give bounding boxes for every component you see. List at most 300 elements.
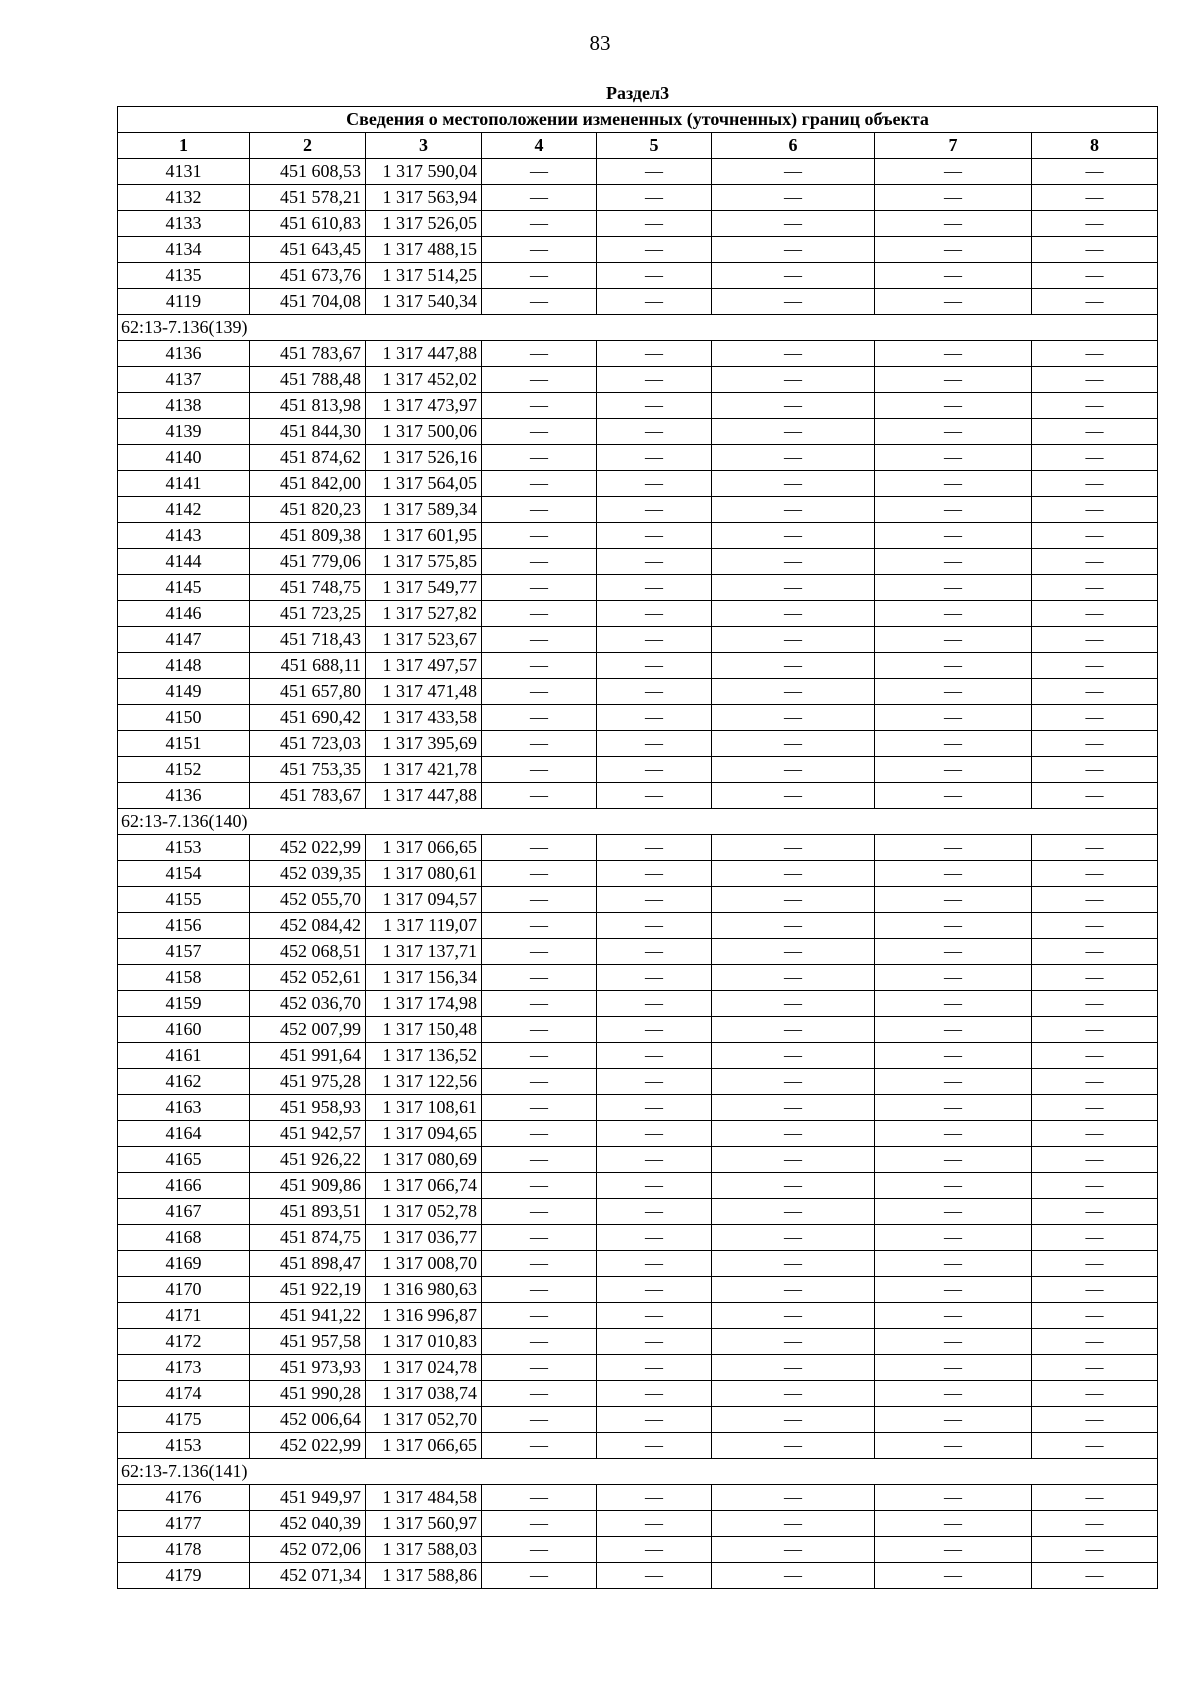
point-number: 4178 [118,1537,250,1563]
group-label: 62:13-7.136(141) [118,1459,1158,1485]
empty-cell: — [875,1485,1032,1511]
empty-cell: — [482,159,597,185]
empty-cell: — [875,367,1032,393]
empty-cell: — [712,1095,875,1121]
empty-cell: — [597,991,712,1017]
empty-cell: — [712,1563,875,1589]
empty-cell: — [1032,1147,1158,1173]
point-number: 4149 [118,679,250,705]
table-row [118,601,1158,627]
table-row [118,1147,1158,1173]
y-coordinate: 1 317 094,57 [366,887,482,913]
empty-cell: — [712,471,875,497]
empty-cell: — [482,575,597,601]
point-number: 4174 [118,1381,250,1407]
empty-cell: — [875,887,1032,913]
empty-cell: — [712,237,875,263]
empty-cell: — [1032,1355,1158,1381]
table-row [118,523,1158,549]
y-coordinate: 1 317 421,78 [366,757,482,783]
y-coordinate: 1 317 008,70 [366,1251,482,1277]
empty-cell: — [712,159,875,185]
y-coordinate: 1 317 588,86 [366,1563,482,1589]
empty-cell: — [482,523,597,549]
empty-cell: — [482,341,597,367]
empty-cell: — [875,1329,1032,1355]
table-row [118,1381,1158,1407]
empty-cell: — [1032,523,1158,549]
empty-cell: — [482,1355,597,1381]
empty-cell: — [712,705,875,731]
empty-cell: — [1032,549,1158,575]
column-number: 3 [366,133,482,159]
y-coordinate: 1 317 036,77 [366,1225,482,1251]
y-coordinate: 1 317 526,05 [366,211,482,237]
x-coordinate: 451 942,57 [250,1121,366,1147]
empty-cell: — [712,887,875,913]
empty-cell: — [597,757,712,783]
point-number: 4151 [118,731,250,757]
y-coordinate: 1 317 150,48 [366,1017,482,1043]
x-coordinate: 451 783,67 [250,341,366,367]
empty-cell: — [482,1433,597,1459]
y-coordinate: 1 317 473,97 [366,393,482,419]
x-coordinate: 452 036,70 [250,991,366,1017]
empty-cell: — [1032,1381,1158,1407]
point-number: 4148 [118,653,250,679]
table-row [118,1563,1158,1589]
empty-cell: — [875,1017,1032,1043]
empty-cell: — [875,1147,1032,1173]
y-coordinate: 1 317 122,56 [366,1069,482,1095]
empty-cell: — [712,1485,875,1511]
empty-cell: — [1032,601,1158,627]
empty-cell: — [597,1537,712,1563]
point-number: 4179 [118,1563,250,1589]
empty-cell: — [482,757,597,783]
empty-cell: — [875,471,1032,497]
empty-cell: — [712,653,875,679]
empty-cell: — [875,1433,1032,1459]
y-coordinate: 1 317 540,34 [366,289,482,315]
y-coordinate: 1 317 080,61 [366,861,482,887]
empty-cell: — [482,1277,597,1303]
empty-cell: — [875,861,1032,887]
empty-cell: — [875,237,1032,263]
y-coordinate: 1 317 484,58 [366,1485,482,1511]
point-number: 4157 [118,939,250,965]
table-row [118,1433,1158,1459]
empty-cell: — [597,1355,712,1381]
empty-cell: — [1032,263,1158,289]
empty-cell: — [875,731,1032,757]
empty-cell: — [712,575,875,601]
y-coordinate: 1 317 066,74 [366,1173,482,1199]
empty-cell: — [482,185,597,211]
y-coordinate: 1 317 108,61 [366,1095,482,1121]
empty-cell: — [597,1485,712,1511]
empty-cell: — [1032,1173,1158,1199]
table-row [118,939,1158,965]
empty-cell: — [712,185,875,211]
empty-cell: — [597,1329,712,1355]
table-row [118,549,1158,575]
x-coordinate: 451 898,47 [250,1251,366,1277]
empty-cell: — [1032,653,1158,679]
x-coordinate: 451 748,75 [250,575,366,601]
empty-cell: — [597,289,712,315]
empty-cell: — [482,1095,597,1121]
empty-cell: — [712,445,875,471]
point-number: 4135 [118,263,250,289]
table-row [118,731,1158,757]
y-coordinate: 1 317 471,48 [366,679,482,705]
y-coordinate: 1 316 996,87 [366,1303,482,1329]
x-coordinate: 451 973,93 [250,1355,366,1381]
empty-cell: — [875,393,1032,419]
table-row [118,393,1158,419]
table-row [118,211,1158,237]
empty-cell: — [1032,913,1158,939]
y-coordinate: 1 317 052,70 [366,1407,482,1433]
page-number: 83 [589,31,611,55]
y-coordinate: 1 317 119,07 [366,913,482,939]
empty-cell: — [597,159,712,185]
empty-cell: — [712,965,875,991]
empty-cell: — [712,601,875,627]
empty-cell: — [875,653,1032,679]
table-row [118,757,1158,783]
empty-cell: — [712,393,875,419]
empty-cell: — [712,835,875,861]
table-row [118,1251,1158,1277]
section-header-row [118,80,1158,107]
x-coordinate: 452 007,99 [250,1017,366,1043]
y-coordinate: 1 316 980,63 [366,1277,482,1303]
x-coordinate: 451 813,98 [250,393,366,419]
x-coordinate: 451 949,97 [250,1485,366,1511]
empty-cell: — [482,1147,597,1173]
y-coordinate: 1 317 447,88 [366,783,482,809]
empty-cell: — [482,497,597,523]
empty-cell: — [1032,1069,1158,1095]
empty-cell: — [1032,835,1158,861]
point-number: 4163 [118,1095,250,1121]
empty-cell: — [597,1433,712,1459]
point-number: 4152 [118,757,250,783]
y-coordinate: 1 317 488,15 [366,237,482,263]
empty-cell: — [1032,731,1158,757]
empty-cell: — [712,1069,875,1095]
table-row [118,1173,1158,1199]
empty-cell: — [482,1069,597,1095]
x-coordinate: 451 690,42 [250,705,366,731]
empty-cell: — [597,211,712,237]
empty-cell: — [1032,1199,1158,1225]
empty-cell: — [712,367,875,393]
empty-cell: — [1032,783,1158,809]
empty-cell: — [1032,575,1158,601]
empty-cell: — [875,705,1032,731]
empty-cell: — [712,757,875,783]
empty-cell: — [482,1485,597,1511]
empty-cell: — [482,1381,597,1407]
empty-cell: — [712,783,875,809]
x-coordinate: 451 926,22 [250,1147,366,1173]
empty-cell: — [597,393,712,419]
point-number: 4145 [118,575,250,601]
point-number: 4171 [118,1303,250,1329]
empty-cell: — [482,705,597,731]
point-number: 4164 [118,1121,250,1147]
point-number: 4161 [118,1043,250,1069]
empty-cell: — [875,1407,1032,1433]
empty-cell: — [1032,939,1158,965]
x-coordinate: 452 072,06 [250,1537,366,1563]
table-row [118,913,1158,939]
point-number: 4166 [118,1173,250,1199]
empty-cell: — [482,627,597,653]
empty-cell: — [712,1355,875,1381]
boundary-coordinates-table [117,80,1158,1589]
empty-cell: — [1032,991,1158,1017]
empty-cell: — [712,913,875,939]
x-coordinate: 451 893,51 [250,1199,366,1225]
x-coordinate: 452 052,61 [250,965,366,991]
table-title-row [118,107,1158,133]
y-coordinate: 1 317 066,65 [366,1433,482,1459]
point-number: 4155 [118,887,250,913]
point-number: 4144 [118,549,250,575]
x-coordinate: 451 718,43 [250,627,366,653]
empty-cell: — [482,1407,597,1433]
x-coordinate: 451 820,23 [250,497,366,523]
section-label: Раздел3 [118,80,1158,107]
empty-cell: — [875,497,1032,523]
y-coordinate: 1 317 563,94 [366,185,482,211]
x-coordinate: 452 071,34 [250,1563,366,1589]
table-row [118,471,1158,497]
empty-cell: — [597,861,712,887]
y-coordinate: 1 317 066,65 [366,835,482,861]
group-header-row [118,1459,1158,1485]
empty-cell: — [597,1303,712,1329]
y-coordinate: 1 317 526,16 [366,445,482,471]
table-row [118,965,1158,991]
y-coordinate: 1 317 156,34 [366,965,482,991]
empty-cell: — [712,1537,875,1563]
empty-cell: — [597,1121,712,1147]
table-row [118,1537,1158,1563]
x-coordinate: 451 788,48 [250,367,366,393]
empty-cell: — [1032,211,1158,237]
empty-cell: — [875,1277,1032,1303]
empty-cell: — [875,757,1032,783]
x-coordinate: 451 753,35 [250,757,366,783]
empty-cell: — [1032,1303,1158,1329]
x-coordinate: 451 723,03 [250,731,366,757]
empty-cell: — [1032,627,1158,653]
group-header-row [118,315,1158,341]
point-number: 4173 [118,1355,250,1381]
empty-cell: — [597,627,712,653]
y-coordinate: 1 317 549,77 [366,575,482,601]
empty-cell: — [712,549,875,575]
empty-cell: — [1032,1485,1158,1511]
empty-cell: — [482,549,597,575]
empty-cell: — [597,1277,712,1303]
empty-cell: — [597,835,712,861]
empty-cell: — [875,575,1032,601]
column-number: 2 [250,133,366,159]
point-number: 4176 [118,1485,250,1511]
x-coordinate: 452 055,70 [250,887,366,913]
point-number: 4142 [118,497,250,523]
empty-cell: — [482,991,597,1017]
empty-cell: — [1032,289,1158,315]
empty-cell: — [712,1303,875,1329]
empty-cell: — [1032,367,1158,393]
empty-cell: — [712,1407,875,1433]
empty-cell: — [597,1147,712,1173]
empty-cell: — [712,1433,875,1459]
empty-cell: — [597,705,712,731]
column-number: 8 [1032,133,1158,159]
empty-cell: — [875,159,1032,185]
point-number: 4154 [118,861,250,887]
table-row [118,1017,1158,1043]
y-coordinate: 1 317 137,71 [366,939,482,965]
table-row [118,1121,1158,1147]
empty-cell: — [597,679,712,705]
x-coordinate: 451 657,80 [250,679,366,705]
group-header-row [118,809,1158,835]
column-number: 1 [118,133,250,159]
x-coordinate: 452 040,39 [250,1511,366,1537]
empty-cell: — [597,1173,712,1199]
y-coordinate: 1 317 601,95 [366,523,482,549]
y-coordinate: 1 317 174,98 [366,991,482,1017]
empty-cell: — [597,549,712,575]
x-coordinate: 451 608,53 [250,159,366,185]
empty-cell: — [712,1199,875,1225]
x-coordinate: 452 022,99 [250,835,366,861]
empty-cell: — [482,861,597,887]
empty-cell: — [482,1303,597,1329]
empty-cell: — [597,939,712,965]
empty-cell: — [875,1043,1032,1069]
empty-cell: — [1032,705,1158,731]
group-label: 62:13-7.136(140) [118,809,1158,835]
empty-cell: — [875,419,1032,445]
point-number: 4146 [118,601,250,627]
empty-cell: — [712,1251,875,1277]
table-row [118,367,1158,393]
y-coordinate: 1 317 094,65 [366,1121,482,1147]
x-coordinate: 451 909,86 [250,1173,366,1199]
empty-cell: — [482,939,597,965]
point-number: 4167 [118,1199,250,1225]
empty-cell: — [875,913,1032,939]
empty-cell: — [712,211,875,237]
empty-cell: — [712,1329,875,1355]
empty-cell: — [482,471,597,497]
point-number: 4137 [118,367,250,393]
x-coordinate: 451 957,58 [250,1329,366,1355]
empty-cell: — [597,237,712,263]
y-coordinate: 1 317 560,97 [366,1511,482,1537]
empty-cell: — [597,1095,712,1121]
point-number: 4138 [118,393,250,419]
y-coordinate: 1 317 080,69 [366,1147,482,1173]
x-coordinate: 451 779,06 [250,549,366,575]
empty-cell: — [597,1069,712,1095]
empty-cell: — [482,1563,597,1589]
empty-cell: — [482,1017,597,1043]
empty-cell: — [712,1381,875,1407]
empty-cell: — [597,523,712,549]
x-coordinate: 452 084,42 [250,913,366,939]
empty-cell: — [875,1095,1032,1121]
point-number: 4165 [118,1147,250,1173]
table-title: Сведения о местоположении измененных (уточненных) границ объекта [118,107,1158,133]
empty-cell: — [482,1225,597,1251]
empty-cell: — [597,965,712,991]
y-coordinate: 1 317 589,34 [366,497,482,523]
empty-cell: — [1032,1407,1158,1433]
empty-cell: — [712,1017,875,1043]
y-coordinate: 1 317 038,74 [366,1381,482,1407]
column-number: 5 [597,133,712,159]
empty-cell: — [1032,1563,1158,1589]
empty-cell: — [1032,1017,1158,1043]
empty-cell: — [482,679,597,705]
empty-cell: — [875,835,1032,861]
x-coordinate: 451 673,76 [250,263,366,289]
empty-cell: — [482,1121,597,1147]
empty-cell: — [482,601,597,627]
point-number: 4153 [118,1433,250,1459]
empty-cell: — [1032,679,1158,705]
x-coordinate: 451 643,45 [250,237,366,263]
empty-cell: — [1032,1433,1158,1459]
x-coordinate: 452 068,51 [250,939,366,965]
x-coordinate: 451 975,28 [250,1069,366,1095]
empty-cell: — [712,497,875,523]
y-coordinate: 1 317 452,02 [366,367,482,393]
table-row [118,1407,1158,1433]
empty-cell: — [1032,887,1158,913]
table-row [118,1043,1158,1069]
empty-cell: — [875,991,1032,1017]
point-number: 4177 [118,1511,250,1537]
point-number: 4136 [118,341,250,367]
x-coordinate: 452 039,35 [250,861,366,887]
empty-cell: — [875,627,1032,653]
empty-cell: — [482,835,597,861]
x-coordinate: 451 688,11 [250,653,366,679]
empty-cell: — [597,1563,712,1589]
table-row [118,1069,1158,1095]
y-coordinate: 1 317 052,78 [366,1199,482,1225]
empty-cell: — [1032,861,1158,887]
empty-cell: — [597,1407,712,1433]
empty-cell: — [597,1225,712,1251]
empty-cell: — [712,263,875,289]
point-number: 4143 [118,523,250,549]
y-coordinate: 1 317 497,57 [366,653,482,679]
point-number: 4159 [118,991,250,1017]
